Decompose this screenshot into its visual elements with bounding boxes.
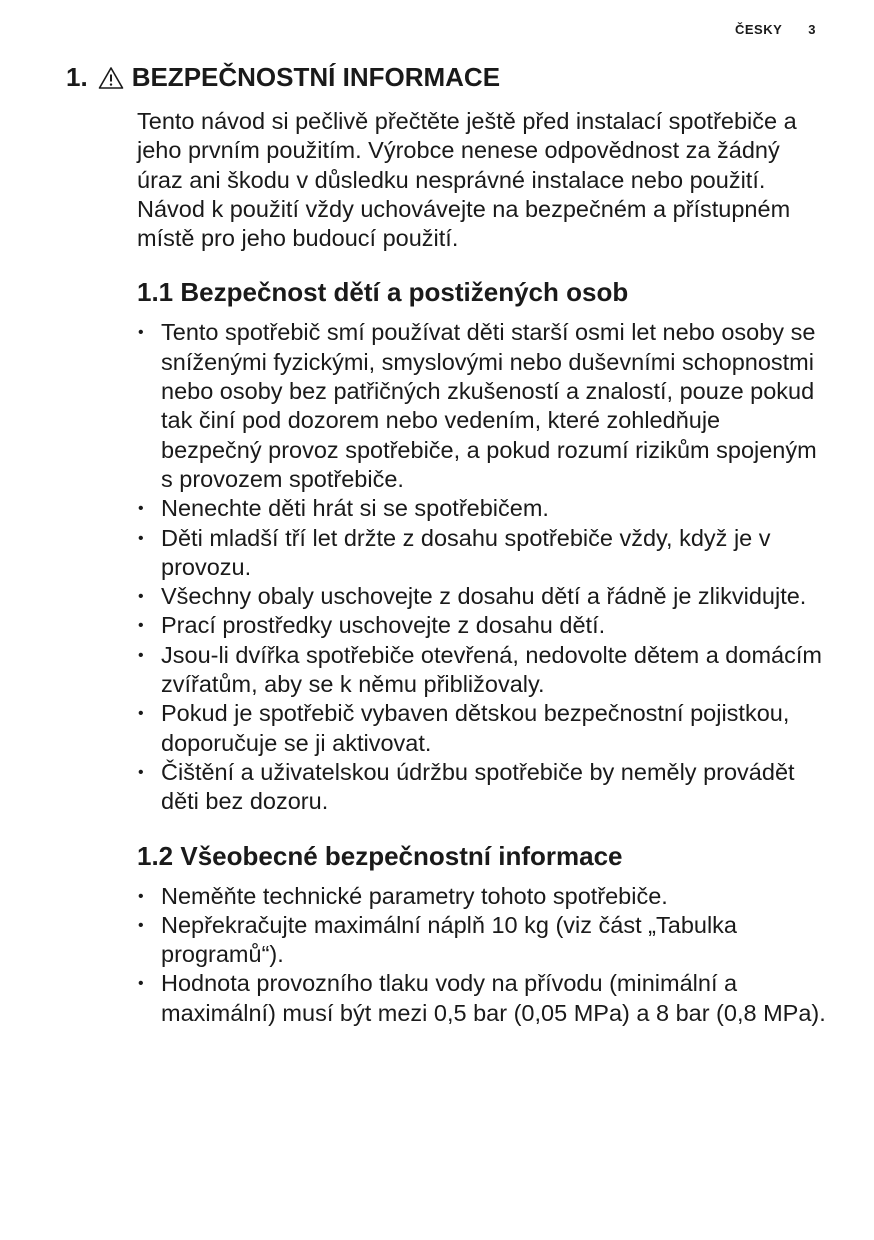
language-label: ČESKY: [734, 22, 783, 37]
subsection-1-list: [137, 318, 827, 816]
subsection-2-list: [137, 882, 827, 1028]
list-item: • Jsou-li dvířka spotřebiče otevřená, nedovolte dětem a domácím zvířatům, aby se k němu přibližovaly.: [138, 641, 822, 698]
warning-triangle-icon: [98, 66, 124, 90]
bullet-icon: •: [138, 887, 144, 905]
page-header: [735, 22, 816, 37]
bullet-icon: •: [138, 646, 144, 664]
content: [137, 107, 827, 1028]
section-number: 1.: [66, 62, 88, 92]
bullet-icon: •: [138, 500, 144, 518]
bullet-icon: •: [138, 763, 144, 781]
list-item: • Neměňte technické parametry tohoto spotřebiče.: [137, 882, 827, 911]
section-title: BEZPEČNOSTNÍ INFORMACE: [131, 62, 501, 92]
list-item: • Hodnota provozního tlaku vody na přívodu (minimální a maximální) musí být mezi 0,5 bar (0,05 MPa) a 8 bar (0,8 MPa).: [138, 970, 826, 1026]
bullet-icon: •: [138, 705, 144, 723]
section-heading: [66, 62, 500, 93]
list-item: • Nepřekračujte maximální náplň 10 kg (viz část „Tabulka programů“).: [138, 911, 738, 968]
bullet-icon: •: [138, 617, 144, 635]
subsection-1-title: 1.1 Bezpečnost dětí a postižených osob: [137, 277, 629, 308]
page-number: 3: [808, 22, 816, 37]
list-item: • Pokud je spotřebič vybaven dětskou bezpečnostní pojistkou, doporučuje se ji aktivovat.: [138, 700, 790, 756]
list-item: • Nenechte děti hrát si se spotřebičem.: [137, 494, 827, 523]
bullet-icon: •: [138, 324, 144, 342]
subsection-2-title: 1.2 Všeobecné bezpečnostní informace: [137, 840, 623, 871]
list-item: • Tento spotřebič smí používat děti starší osmi let nebo osoby se sníženými fyzickými, smyslovými nebo duševními schopnostmi nebo osoby bez patřičných zkušeností a znalostí, pouze pokud tak činí pod dozorem nebo vedením, které zohledňuje bezpečný provoz spotřebiče, a pokud rozumí rizikům spojeným s provozem spotřebiče.: [138, 319, 817, 492]
bullet-icon: •: [138, 588, 144, 606]
intro-paragraph: Tento návod si pečlivě přečtěte ještě před instalací spotřebiče a jeho prvním použitím. Výrobce nenese odpovědnost za žádný úraz ani škodu v důsledku nesprávné instalace nebo použití. Návod k použití vždy uchovávejte na bezpečném a přístupném místě pro jeho budoucí použití.: [137, 108, 797, 252]
list-item: • Prací prostředky uschovejte z dosahu dětí.: [137, 611, 827, 640]
list-item: • Čištění a uživatelskou údržbu spotřebiče by neměly provádět děti bez dozoru.: [138, 758, 795, 815]
bullet-icon: •: [138, 975, 144, 993]
bullet-icon: •: [138, 529, 144, 547]
list-item: • Děti mladší tří let držte z dosahu spotřebiče vždy, když je v provozu.: [138, 524, 771, 580]
list-item: • Všechny obaly uschovejte z dosahu dětí a řádně je zlikvidujte.: [137, 582, 827, 611]
bullet-icon: •: [138, 916, 144, 934]
